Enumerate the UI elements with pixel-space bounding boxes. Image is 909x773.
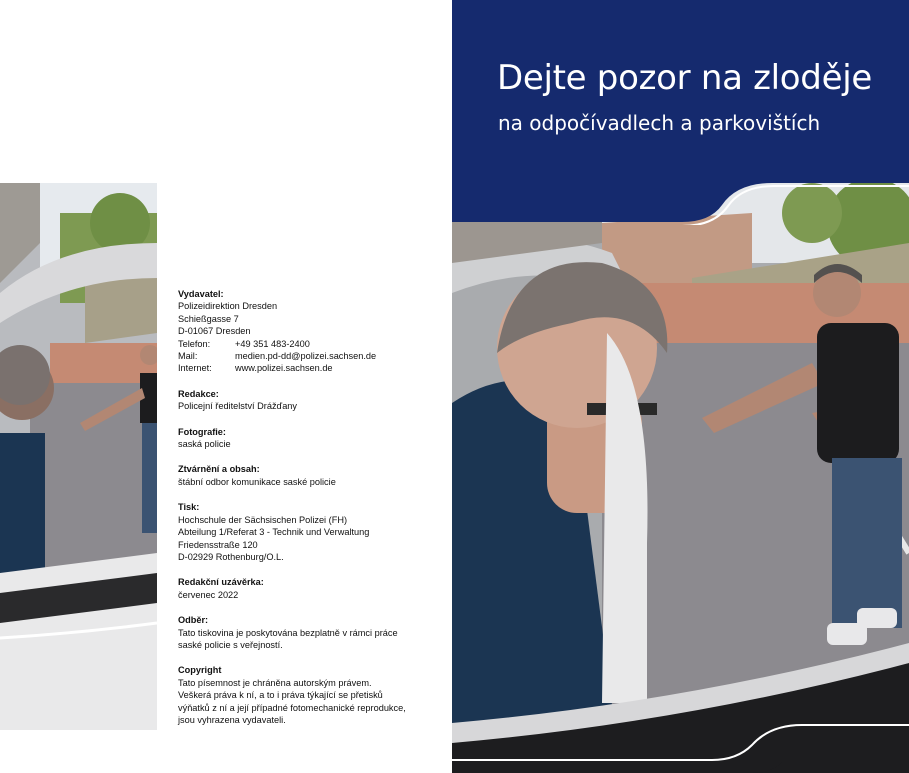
design-text: štábní odbor komunikace saské policie	[178, 476, 336, 487]
publisher-name: Polizeidirektion Dresden	[178, 301, 278, 312]
distribution-line: saské policie s veřejností.	[178, 639, 283, 650]
print-line: Friedensstraße 120	[178, 539, 258, 550]
back-photo	[0, 183, 157, 730]
print-line: Abteilung 1/Referat 3 - Technik und Verwaltung	[178, 527, 370, 538]
publisher-web-row	[178, 362, 438, 374]
distribution-line: Tato tiskovina je poskytována bezplatně v rámci práce	[178, 627, 398, 638]
deadline-heading: Redakční uzávěrka:	[178, 577, 264, 588]
copyright-heading: Copyright	[178, 665, 222, 676]
imprint-copyright	[178, 664, 438, 726]
distribution-heading: Odběr:	[178, 615, 209, 626]
copyright-line: Tato písemnost je chráněna autorským právem.	[178, 677, 372, 688]
photo-heading: Fotografie:	[178, 426, 226, 437]
deadline-text: červenec 2022	[178, 589, 239, 600]
mail-label: Mail:	[178, 351, 198, 362]
publisher-city: D-01067 Dresden	[178, 326, 251, 337]
copyright-line: Veškerá práva k ní, a to i práva týkající se přetisků	[178, 690, 383, 701]
copyright-line: výňatků z ní a její případné fotomechanické reprodukce,	[178, 702, 406, 713]
print-line: Hochschule der Sächsischen Polizei (FH)	[178, 514, 348, 525]
photo-text: saská policie	[178, 439, 231, 450]
editorial-heading: Redakce:	[178, 388, 219, 399]
web-label: Internet:	[178, 363, 212, 374]
phone-label: Telefon:	[178, 338, 211, 349]
cover-title: Dejte pozor na zloděje	[497, 58, 872, 98]
imprint-print	[178, 501, 438, 563]
imprint-editorial	[178, 388, 438, 413]
print-line: D-02929 Rothenburg/O.L.	[178, 551, 284, 562]
mail-link[interactable]: medien.pd-dd@polizei.sachsen.de	[235, 351, 377, 362]
editorial-text: Policejní ředitelství Drážďany	[178, 401, 298, 412]
copyright-line: jsou vyhrazena vydavateli.	[178, 714, 286, 725]
print-heading: Tisk:	[178, 502, 200, 513]
phone-value: +49 351 483-2400	[235, 338, 310, 349]
imprint-distribution	[178, 614, 438, 651]
web-link[interactable]: www.polizei.sachsen.de	[235, 363, 333, 374]
publisher-phone-row	[178, 338, 438, 350]
bottom-swoosh	[452, 700, 909, 773]
publisher-mail-row	[178, 350, 438, 362]
imprint-deadline	[178, 576, 438, 601]
imprint-design	[178, 463, 438, 488]
cover-subtitle: na odpočívadlech a parkovištích	[498, 111, 821, 135]
imprint	[178, 288, 438, 739]
publisher-heading: Vydavatel:	[178, 289, 224, 299]
cover-photo	[452, 183, 909, 773]
design-heading: Ztvárnění a obsah:	[178, 464, 260, 475]
publisher-street: Schießgasse 7	[178, 313, 239, 324]
imprint-photo	[178, 426, 438, 451]
imprint-publisher	[178, 288, 438, 375]
